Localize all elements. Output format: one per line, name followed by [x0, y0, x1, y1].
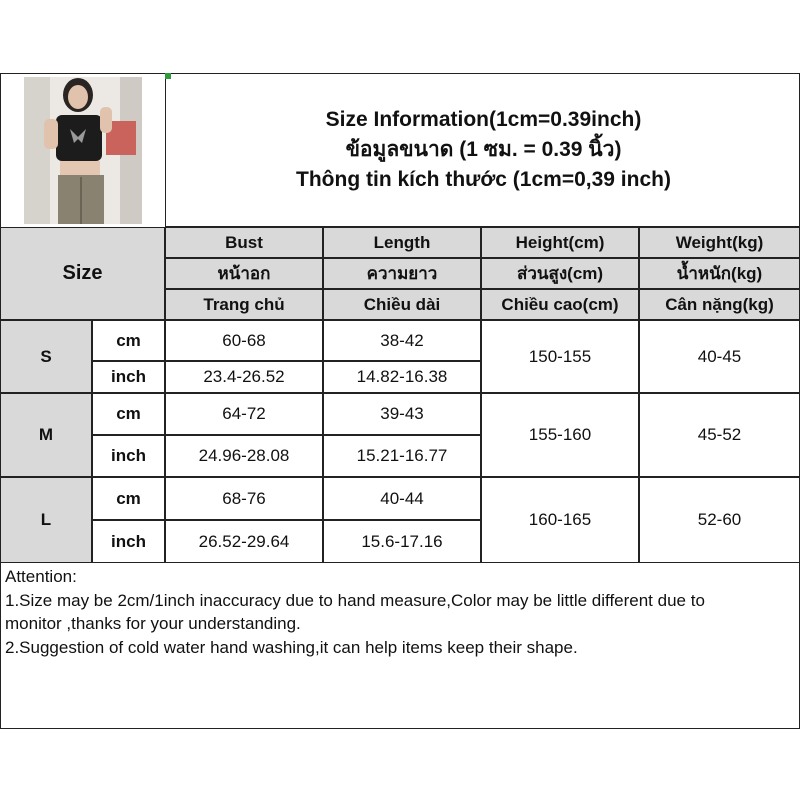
title-line-en: Size Information(1cm=0.39inch) — [325, 108, 642, 131]
col-bust-th: หน้าอก — [165, 258, 323, 289]
unit-inch: inch — [92, 520, 165, 563]
length-inch: 14.82-16.38 — [323, 361, 481, 393]
height-value: 155-160 — [481, 393, 639, 477]
col-weight-vi: Cân nặng(kg) — [639, 289, 800, 320]
col-bust-vi: Trang chủ — [165, 289, 323, 320]
title-block — [165, 73, 800, 227]
col-height-en: Height(cm) — [481, 227, 639, 258]
title-line-vi: Thông tin kích thước (1cm=0,39 inch) — [296, 168, 671, 191]
length-cm: 39-43 — [323, 393, 481, 435]
col-length-th: ความยาว — [323, 258, 481, 289]
model-image — [24, 77, 142, 224]
unit-cm: cm — [92, 393, 165, 435]
weight-value: 52-60 — [639, 477, 800, 563]
bust-cm: 68-76 — [165, 477, 323, 520]
height-value: 150-155 — [481, 320, 639, 393]
length-inch: 15.6-17.16 — [323, 520, 481, 563]
bust-inch: 23.4-26.52 — [165, 361, 323, 393]
height-value: 160-165 — [481, 477, 639, 563]
col-length-vi: Chiều dài — [323, 289, 481, 320]
length-cm: 38-42 — [323, 320, 481, 361]
product-photo — [24, 77, 142, 224]
title-line-th: ข้อมูลขนาด (1 ซม. = 0.39 นิ้ว) — [345, 138, 622, 161]
col-weight-th: น้ำหนัก(kg) — [639, 258, 800, 289]
size-s: S — [0, 320, 92, 393]
weight-value: 40-45 — [639, 320, 800, 393]
title-text — [166, 105, 800, 195]
size-l: L — [0, 477, 92, 563]
col-length-en: Length — [323, 227, 481, 258]
unit-inch: inch — [92, 435, 165, 477]
attention-line-2: monitor ,thanks for your understanding. — [5, 614, 301, 633]
size-header: Size — [0, 227, 165, 320]
col-bust-en: Bust — [165, 227, 323, 258]
attention-heading: Attention: — [5, 567, 77, 586]
bust-cm: 64-72 — [165, 393, 323, 435]
unit-cm: cm — [92, 477, 165, 520]
green-corner-mark — [165, 73, 171, 79]
col-height-th: ส่วนสูง(cm) — [481, 258, 639, 289]
unit-inch: inch — [92, 361, 165, 393]
size-m: M — [0, 393, 92, 477]
length-cm: 40-44 — [323, 477, 481, 520]
unit-cm: cm — [92, 320, 165, 361]
col-height-vi: Chiều cao(cm) — [481, 289, 639, 320]
bust-inch: 26.52-29.64 — [165, 520, 323, 563]
bust-cm: 60-68 — [165, 320, 323, 361]
attention-line-1: 1.Size may be 2cm/1inch inaccuracy due to hand measure,Color may be little different due to — [5, 590, 705, 610]
col-weight-en: Weight(kg) — [639, 227, 800, 258]
length-inch: 15.21-16.77 — [323, 435, 481, 477]
attention-notes — [5, 565, 795, 659]
attention-line-3: 2.Suggestion of cold water hand washing,it can help items keep their shape. — [5, 637, 578, 657]
bust-inch: 24.96-28.08 — [165, 435, 323, 477]
weight-value: 45-52 — [639, 393, 800, 477]
